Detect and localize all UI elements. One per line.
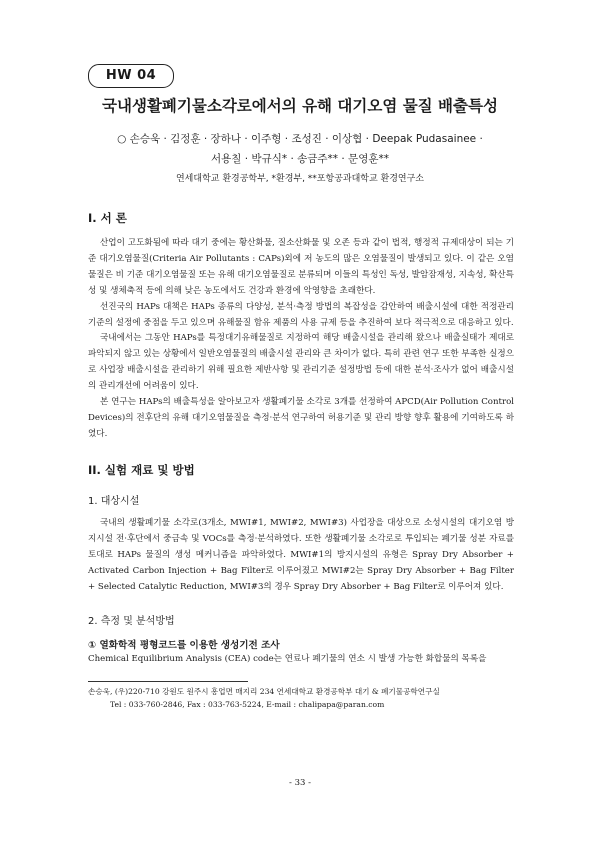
- subsection-1-body: [88, 516, 514, 596]
- subsection-2-heading: 2. 측정 및 분석방법: [88, 616, 175, 627]
- intro-paragraph: 본 연구는 HAPs의 배출특성을 알아보고자 생활폐기물 소각로 3개를 선정하여 APCD(Air Pollution Control Devices)의 전후단의 유해 대기오염물질을 측정·분석 연구하여 허용기준 및 관리 방향 향후 활용에 기여하도록 하였다.: [88, 397, 514, 439]
- subsection-1-heading: 1. 대상시설: [88, 496, 140, 507]
- method-heading: II. 실험 재료 및 방법: [88, 463, 195, 477]
- subsection-1-paragraph: 국내의 생활폐기물 소각로(3개소, MWI#1, MWI#2, MWI#3) 사업장을 대상으로 소성시설의 대기오염 방지시설 전·후단에서 중금속 및 VOCs를 측정·분석하였다. 또한 생활폐기물 소각로로 투입되는 폐기물 성분 자료를 토대로 HAPs 물질의 생성 메커니즘을 파악하였다. MWI#1의 방지시설의 유형은 Spray Dry Absorber + Activated Carbon Injection + Bag Filter로 이루어졌고 MWI#2는 Spray Dry Absorber + Bag Filter + Selected Catalytic Reduction, MWI#3의 경우 Spray Dry Absorber + Bag Filter로 이루어져 있다.: [88, 518, 514, 592]
- authors-line-2: 서용칠 · 박규식* · 송금주** · 문영훈**: [210, 153, 389, 165]
- paper-title: 국내생활폐기물소각로에서의 유해 대기오염 물질 배출특성: [102, 97, 498, 115]
- item-1-body: [88, 652, 514, 668]
- footnote-line-2: Tel : 033-760-2846, Fax : 033-763-5224, E-mail : chalipapa@paran.com: [110, 700, 385, 709]
- intro-heading: I. 서 론: [88, 211, 127, 225]
- session-tag: HW 04: [88, 64, 174, 88]
- intro-paragraph: 산업이 고도화됨에 따라 대기 중에는 황산화물, 질소산화물 및 오존 등과 같이 법적, 행정적 규제대상이 되는 기준 대기오염물질(Criteria Air Pollutants : CAPs)외에 저 농도의 많은 오염물질이 발생되고 있다. 이 같은 오염물질은 비 기준 대기오염물질 또는 유해 대기오염물질로 분류되며 이들의 특성인 독성, 발암잠재성, 지속성, 확산특성 및 생체축적 등에 의해 낮은 농도에서도 건강과 환경에 악영향을 초래한다.: [88, 238, 514, 296]
- item-1-heading: ① 열화학적 평형코드를 이용한 생성기전 조사: [88, 640, 280, 651]
- intro-body: [88, 236, 514, 443]
- page-number: - 33 -: [289, 778, 311, 788]
- footnote-divider: [88, 681, 248, 682]
- intro-paragraph: 국내에서는 그동안 HAPs를 특정대기유해물질로 지정하여 해당 배출시설을 관리해 왔으나 배출실태가 제대로 파악되지 않고 있는 상황에서 일반오염물질의 배출시설 관리와 큰 차이가 없다. 특히 관련 연구 또한 부족한 실정으로 사업장 배출시설을 관리하기 위해 필요한 제반사항 및 관리기준 설정방법 등에 대한 분석·조사가 없어 배출시설의 관리개선에 어려움이 있다.: [88, 333, 514, 392]
- item-1-paragraph: Chemical Equilibrium Analysis (CEA) code는 연료나 폐기물의 연소 시 발생 가능한 화합물의 목록을: [88, 654, 487, 664]
- affiliation: 연세대학교 환경공학부, *환경부, **포항공과대학교 환경연구소: [175, 174, 425, 184]
- authors-line-1: ○ 손승욱 · 김정훈 · 장하나 · 이주형 · 조성진 · 이상협 · Deepak Pudasainee ·: [117, 133, 483, 145]
- footnote-line-1: 손승욱, (우)220-710 강원도 원주시 흥업면 매지리 234 연세대학교 환경공학부 대기 & 폐기물공학연구실: [88, 687, 440, 696]
- intro-paragraph: 선진국의 HAPs 대책은 HAPs 종류의 다양성, 분석·측정 방법의 복잡성을 감안하여 배출시설에 대한 적정관리 기준의 설정에 중점을 두고 있으며 유해물질 함유 제품의 사용 규제 등을 추진하여 보다 적극적으로 대응하고 있다.: [88, 301, 514, 328]
